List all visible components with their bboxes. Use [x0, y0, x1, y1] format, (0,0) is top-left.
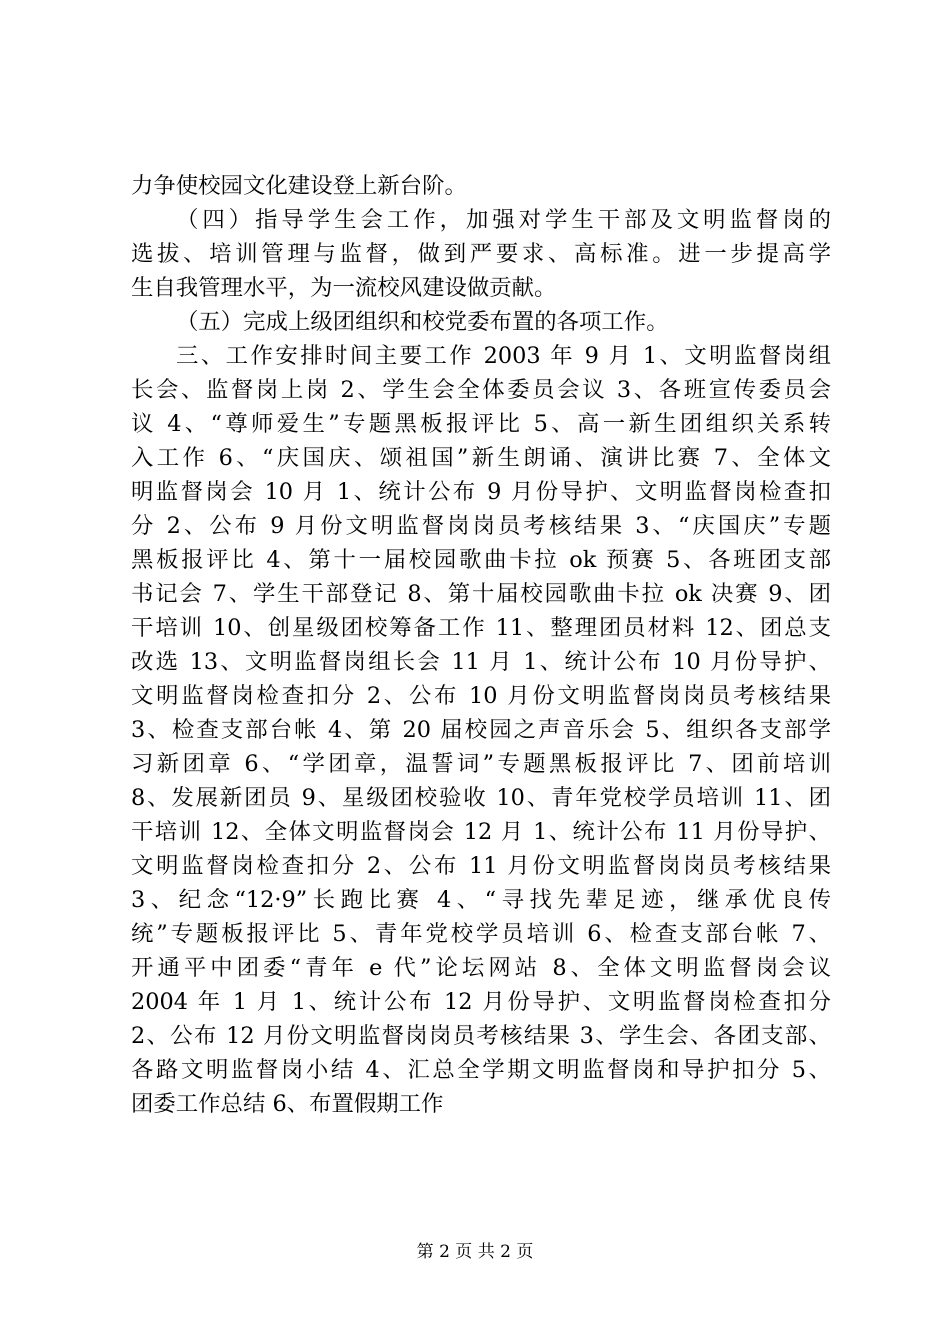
body-line-8: 议 4、“尊师爱生”专题黑板报评比 5、高一新生团组织关系转	[131, 411, 831, 437]
body-line-7: 长会、监督岗上岗 2、学生会全体委员会议 3、各班宣传委员会	[131, 377, 831, 403]
body-line-4: 生自我管理水平，为一流校风建设做贡献。	[131, 275, 557, 301]
body-line-17: 3、检查支部台帐 4、第 20 届校园之声音乐会 5、组织各支部学	[131, 717, 831, 743]
body-line-21: 文明监督岗检查扣分 2、公布 11 月份文明监督岗岗员考核结果	[131, 853, 831, 879]
body-line-15: 改选 13、文明监督岗组长会 11 月 1、统计公布 10 月份导护、	[131, 649, 831, 675]
body-line-3: 选拔、培训管理与监督，做到严要求、高标准。进一步提高学	[131, 241, 831, 267]
body-line-16: 文明监督岗检查扣分 2、公布 10 月份文明监督岗岗员考核结果	[131, 683, 831, 709]
body-line-14: 干培训 10、创星级团校筹备工作 11、整理团员材料 12、团总支	[131, 615, 831, 641]
page-number-footer: 第 2 页 共 2 页	[416, 1242, 534, 1262]
body-line-5: （五）完成上级团组织和校党委布置的各项工作。	[176, 309, 669, 335]
body-line-9: 入工作 6、“庆国庆、颂祖国”新生朗诵、演讲比赛 7、全体文	[131, 445, 831, 471]
body-line-22: 3、纪念“12·9”长跑比赛 4、“寻找先辈足迹，继承优良传	[131, 887, 831, 913]
body-line-24: 开通平中团委“青年 e 代”论坛网站 8、全体文明监督岗会议	[131, 955, 831, 981]
body-line-13: 书记会 7、学生干部登记 8、第十届校园歌曲卡拉 ok 决赛 9、团	[131, 581, 831, 607]
body-line-10: 明监督岗会 10 月 1、统计公布 9 月份导护、文明监督岗检查扣	[131, 479, 831, 505]
body-line-2: （四）指导学生会工作，加强对学生干部及文明监督岗的	[176, 207, 831, 233]
body-line-28: 团委工作总结 6、布置假期工作	[131, 1091, 444, 1117]
body-line-20: 干培训 12、全体文明监督岗会 12 月 1、统计公布 11 月份导护、	[131, 819, 831, 845]
body-line-26: 2、公布 12 月份文明监督岗岗员考核结果 3、学生会、各团支部、	[131, 1023, 831, 1049]
body-line-6: 三、工作安排时间主要工作 2003 年 9 月 1、文明监督岗组	[176, 343, 831, 369]
body-line-18: 习新团章 6、“学团章，温誓词”专题黑板报评比 7、团前培训	[131, 751, 831, 777]
body-line-1: 力争使校园文化建设登上新台阶。	[131, 173, 467, 199]
body-line-25: 2004 年 1 月 1、统计公布 12 月份导护、文明监督岗检查扣分	[131, 989, 831, 1015]
body-line-27: 各路文明监督岗小结 4、汇总全学期文明监督岗和导护扣分 5、	[131, 1057, 831, 1083]
body-line-19: 8、发展新团员 9、星级团校验收 10、青年党校学员培训 11、团	[131, 785, 831, 811]
body-line-11: 分 2、公布 9 月份文明监督岗岗员考核结果 3、“庆国庆”专题	[131, 513, 831, 539]
body-line-12: 黑板报评比 4、第十一届校园歌曲卡拉 ok 预赛 5、各班团支部	[131, 547, 831, 573]
body-line-23: 统”专题板报评比 5、青年党校学员培训 6、检查支部台帐 7、	[131, 921, 831, 947]
